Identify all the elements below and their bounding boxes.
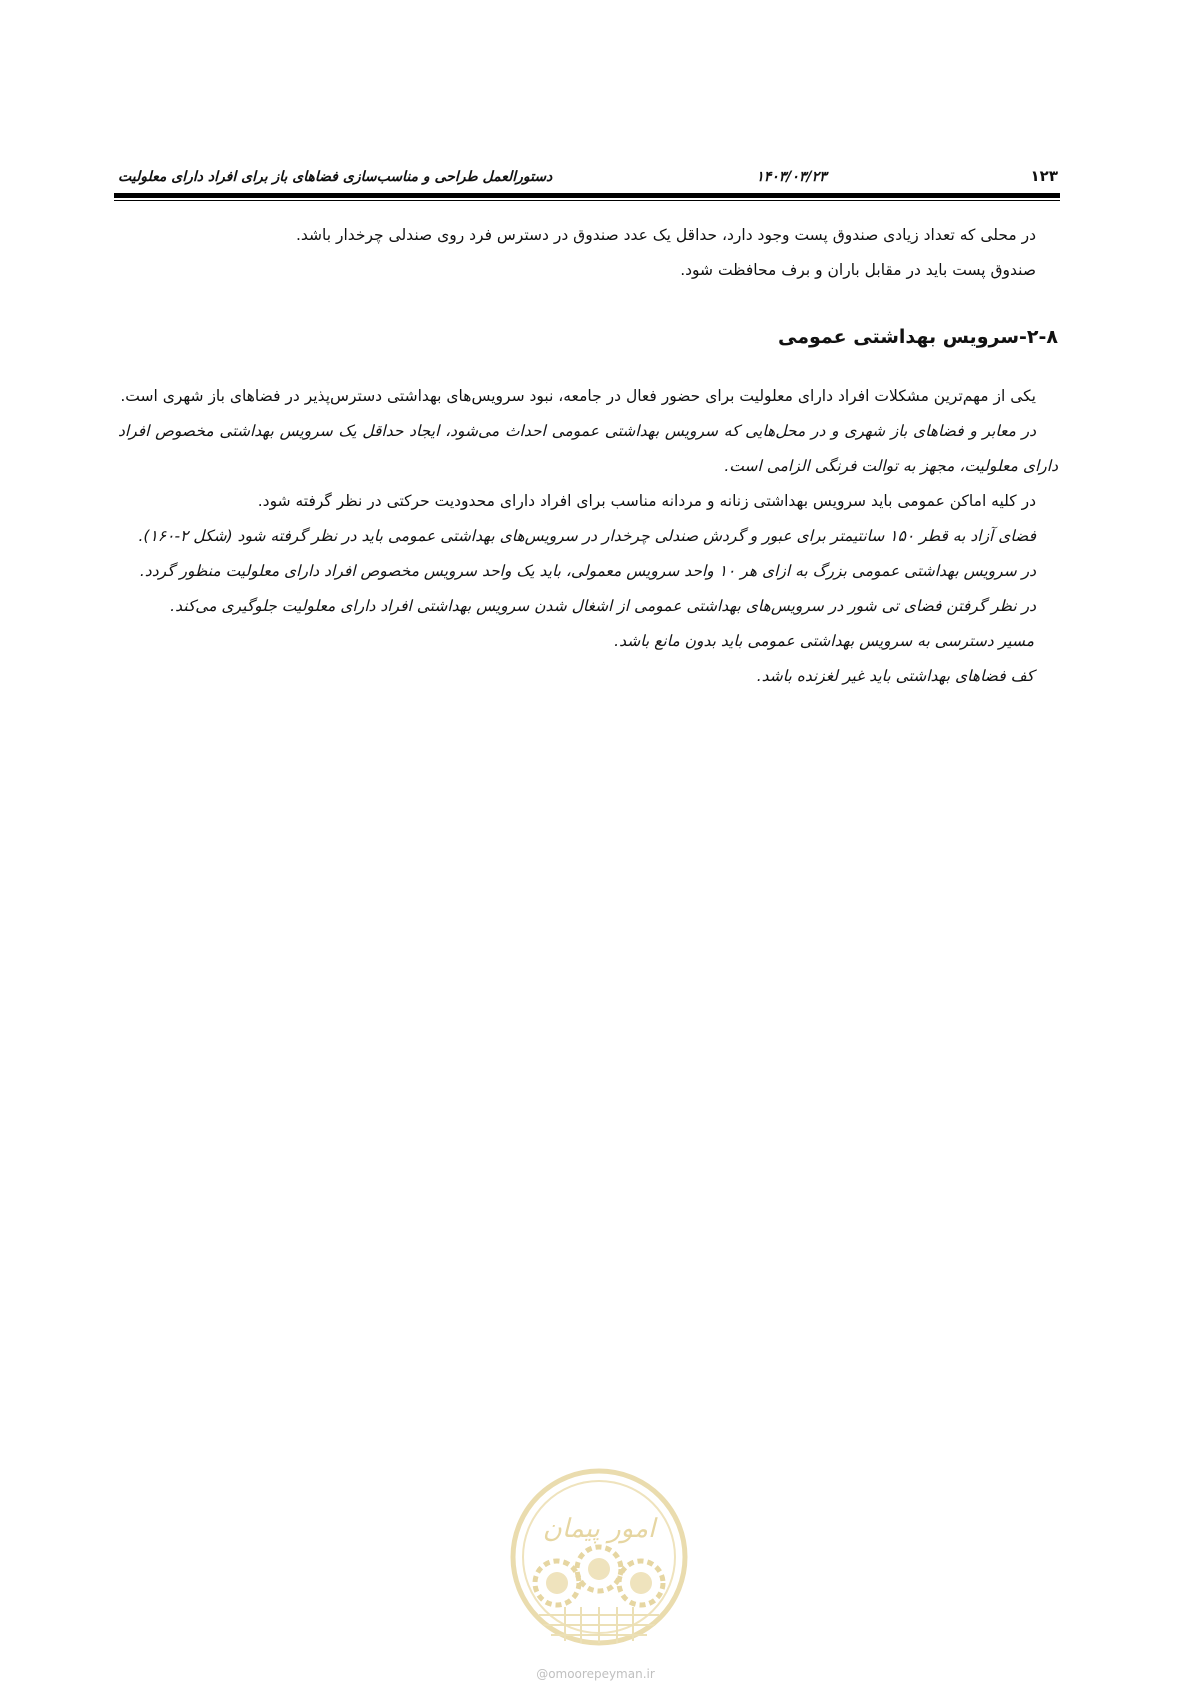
header-date: ۱۴۰۳/۰۳/۲۳ — [756, 169, 827, 185]
watermark-logo — [505, 1465, 693, 1665]
paragraph-rule-5: در نظر گرفتن فضای تی شور در سرویس‌های بهداشتی عمومی از اشغال شدن سرویس بهداشتی افراد دارای معلولیت جلوگیری می‌کند. — [170, 597, 1036, 615]
section-heading: ۲-۸-سرویس بهداشتی عمومی — [778, 326, 1058, 348]
header-title: دستورالعمل طراحی و مناسب‌سازی فضاهای باز برای افراد دارای معلولیت — [118, 169, 553, 185]
watermark-site: @omoorepeyman.ir — [536, 1667, 655, 1681]
page-body — [118, 218, 1058, 694]
paragraph-rule-3: فضای آزاد به قطر ۱۵۰ سانتیمتر برای عبور و گردش صندلی چرخدار در سرویس‌های بهداشتی عمومی باید در نظر گرفته شود (شکل ۲-۱۶۰). — [138, 527, 1036, 545]
paragraph-rule-1: در معابر و فضاهای باز شهری و در محل‌هایی که سرویس بهداشتی عمومی احداث می‌شود، ایجاد حداقل یک سرویس بهداشتی مخصوص افراد دارای معلولیت، مجهز به توالت فرنگی الزامی است. — [118, 422, 1058, 475]
paragraph-rule-6: مسیر دسترسی به سرویس بهداشتی عمومی باید بدون مانع باشد. — [614, 632, 1034, 650]
seal-icon — [505, 1465, 693, 1665]
header-rule-thin — [114, 200, 1060, 201]
header-rule-thick — [114, 193, 1060, 198]
page-header — [118, 155, 1058, 185]
paragraph-mailbox-access: در محلی که تعداد زیادی صندوق پست وجود دارد، حداقل یک عدد صندوق در دسترس فرد روی صندلی چرخدار باشد. — [295, 226, 1036, 244]
paragraph-intro: یکی از مهم‌ترین مشکلات افراد دارای معلولیت برای حضور فعال در جامعه، نبود سرویس‌های بهداشتی دسترس‌پذیر در فضاهای باز شهری است. — [120, 387, 1036, 405]
paragraph-rule-7: کف فضاهای بهداشتی باید غیر لغزنده باشد. — [756, 667, 1034, 685]
paragraph-rule-2: در کلیه اماکن عمومی باید سرویس بهداشتی زنانه و مردانه مناسب برای افراد دارای محدودیت حرکتی در نظر گرفته شود. — [257, 492, 1036, 510]
paragraph-mailbox-protection: صندوق پست باید در مقابل باران و برف محافظت شود. — [680, 261, 1036, 279]
logo-lettering: امور پیمان — [542, 1514, 656, 1544]
page-number: ۱۲۳ — [1030, 167, 1058, 185]
paragraph-rule-4: در سرویس بهداشتی عمومی بزرگ به ازای هر ۱۰ واحد سرویس معمولی، باید یک واحد سرویس مخصوص افراد دارای معلولیت منظور گردد. — [139, 562, 1036, 580]
